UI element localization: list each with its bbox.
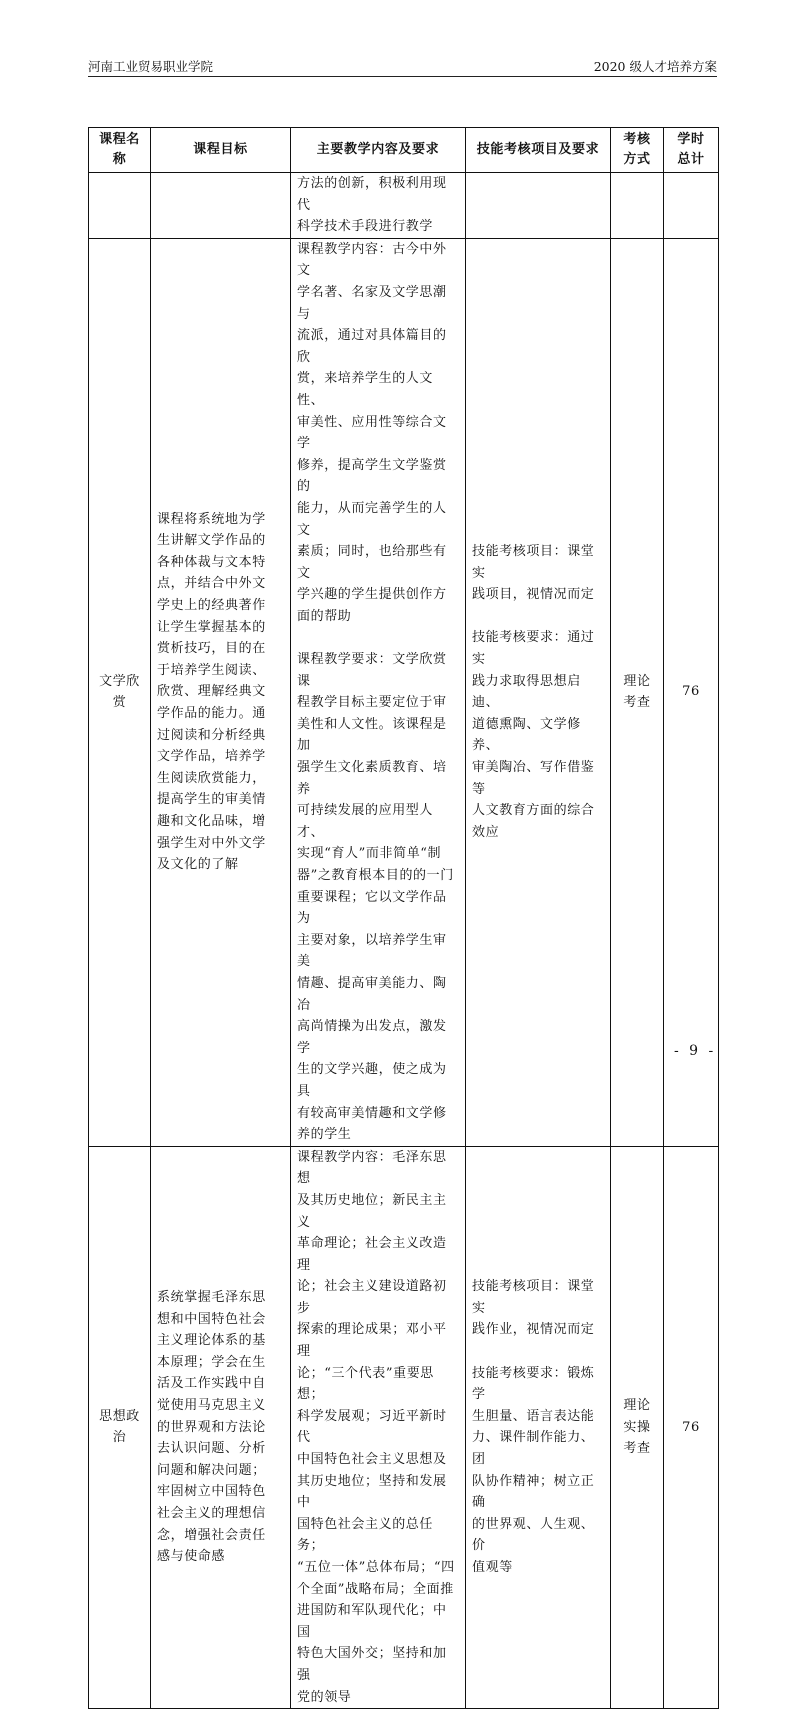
column-header: 技能考核项目及要求 — [466, 128, 611, 173]
course-content: 课程教学内容：毛泽东思想 及其历史地位；新民主主义 革命理论；社会主义改造理 论；社会主义建设道路初步 探索的理论成果；邓小平理 论；“三个代表”重要思想； 科学发展观；习近平新时代 中国特色社会主义思想及 其历史地位；坚持和发展中 国特色社会主义的总任务； “五位一体”总体布局；“四 个全面”战略布局；全面推 进国防和军队现代化；中国 特色大国外交；坚持和加强 党的领导 — [291, 1146, 466, 1708]
course-content: 课程教学内容：古今中外文 学名著、名家及文学思潮与 流派，通过对具体篇目的欣 赏，来培养学生的人文性、 审美性、应用性等综合文学 修养，提高学生文学鉴赏的 能力，从而完善学生的人文 素质；同时，也给那些有文 学兴趣的学生提供创作方 面的帮助 课程教学要求：文学欣赏课 程教学目标主要定位于审 美性和人文性。该课程是加 强学生文化素质教育、培养 可持续发展的应用型人才、 实现“育人”而非简单“制 器”之教育根本目的的一门 重要课程；它以文学作品为 主要对象，以培养学生审美 情趣、提高审美能力、陶冶 高尚情操为出发点，激发学 生的文学兴趣，使之成为具 有较高审美情趣和文学修 养的学生 — [291, 238, 466, 1146]
course-name — [89, 173, 151, 239]
document-title: 2020 级人才培养方案 — [593, 59, 717, 74]
table-header-row — [89, 128, 719, 173]
assessment-method: 理论 考查 — [611, 238, 664, 1146]
course-content: 方法的创新，积极利用现代 科学技术手段进行教学 — [291, 173, 466, 239]
course-name: 文学欣赏 — [89, 238, 151, 1146]
table-row — [89, 238, 719, 1146]
table-row — [89, 173, 719, 239]
column-header: 课程目标 — [151, 128, 291, 173]
column-header: 学时 总计 — [664, 128, 719, 173]
assessment-method: 理论 实操 考查 — [611, 1146, 664, 1708]
page-number: - 9 - — [674, 1043, 717, 1059]
assessment-method — [611, 173, 664, 239]
course-goal: 系统掌握毛泽东思 想和中国特色社会 主义理论体系的基 本原理；学会在生 活及工作实践中自 觉使用马克思主义 的世界观和方法论 去认识问题、分析 问题和解决问题； 牢固树立中国特色 社会主义的理想信 念，增强社会责任 感与使命感 — [151, 1146, 291, 1708]
column-header: 主要教学内容及要求 — [291, 128, 466, 173]
skill-assessment: 技能考核项目：课堂实 践作业，视情况而定 技能考核要求：锻炼学 生胆量、语言表达能 力、课件制作能力、团 队协作精神；树立正确 的世界观、人生观、价 值观等 — [466, 1146, 611, 1708]
table-row — [89, 1146, 719, 1708]
total-hours: 76 — [664, 238, 719, 1146]
school-name: 河南工业贸易职业学院 — [88, 59, 214, 74]
course-goal — [151, 173, 291, 239]
course-table — [88, 127, 719, 1709]
skill-assessment — [466, 173, 611, 239]
course-name: 思想政治 — [89, 1146, 151, 1708]
page-header — [88, 57, 717, 77]
column-header: 考核 方式 — [611, 128, 664, 173]
course-goal: 课程将系统地为学 生讲解文学作品的 各种体裁与文本特 点，并结合中外文 学史上的经典著作 让学生掌握基本的 赏析技巧，目的在 于培养学生阅读、 欣赏、理解经典文 学作品的能力。通 过阅读和分析经典 文学作品，培养学 生阅读欣赏能力， 提高学生的审美情 趣和文化品味，增 强学生对中外文学 及文化的了解 — [151, 238, 291, 1146]
total-hours — [664, 173, 719, 239]
total-hours: 76 — [664, 1146, 719, 1708]
column-header: 课程名称 — [89, 128, 151, 173]
skill-assessment: 技能考核项目：课堂实 践项目，视情况而定 技能考核要求：通过实 践力求取得思想启迪、 道德熏陶、文学修养、 审美陶冶、写作借鉴等 人文教育方面的综合 效应 — [466, 238, 611, 1146]
